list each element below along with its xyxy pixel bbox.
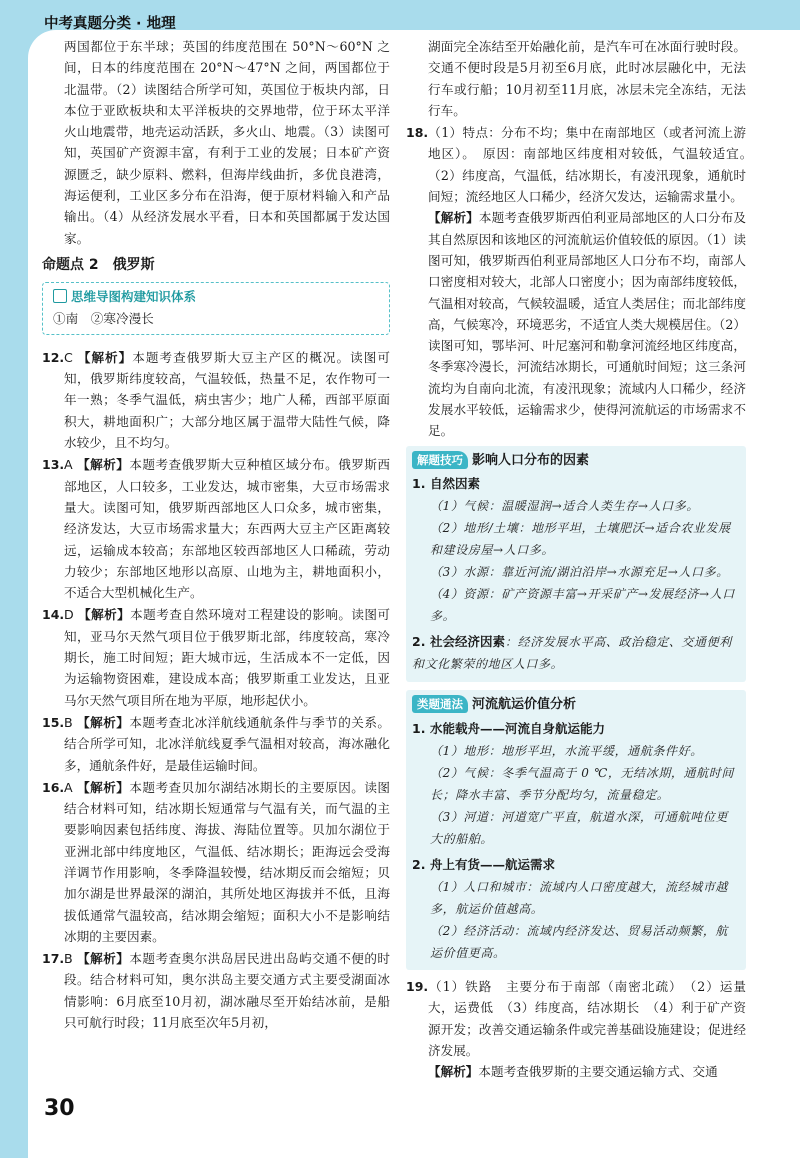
analysis-tag: 【解析】 (77, 714, 130, 730)
answer-letter: B (64, 714, 73, 730)
question-18-analysis (406, 207, 746, 441)
left-column (42, 36, 390, 1033)
analysis-text: 本题考查奥尔洪岛居民进出岛屿交通不便的时段。结合材料可知，奥尔洪岛主要交通方式主要受湖面冰情影响：6月底至10月初，湖冰融尽至开始结冰前，是船只可航行时段；11月底至次年5月初， (64, 951, 391, 1031)
tip-badge: 解题技巧 (412, 451, 468, 469)
analysis-tag: 【解析】 (77, 951, 130, 967)
analysis-text: 本题考查俄罗斯大豆种植区域分布。俄罗斯西部地区，人口较多，工业发达，城市密集，大豆市场需求量大。读图可知，俄罗斯西部地区人口众多，城市密集，经济发达，大豆市场需求量大；东西两大豆主产区距离较远，运输成本较高；东部地区较西部地区人口稀疏，劳动力较少；东部地区地形以高原、山地为主，耕地面积小，不适合大型机械化生产。 (64, 457, 390, 601)
tip-subheading (412, 718, 740, 739)
answer-letter: D (64, 607, 74, 623)
question-18-answer (406, 122, 759, 207)
analysis-text: 本题考查北冰洋航线通航条件与季节的关系。结合所学可知，北冰洋航线夏季气温相对较高，海冰融化多，通航条件好，是最佳运输时间。 (64, 714, 391, 773)
tip-box-population (406, 446, 746, 683)
tip-sub-number: 2. (412, 634, 426, 650)
tip-line: （2）经济活动：流域内经济发达、贸易活动频繁，航运价值更高。 (430, 924, 729, 961)
tip-sub-number: 1. (412, 475, 426, 491)
analysis-tag: 【解析】 (428, 1064, 479, 1080)
mindmap-box (42, 282, 390, 335)
question-14 (42, 604, 390, 710)
question-17 (42, 948, 390, 1033)
tip-inline-text: ：经济发展水平高、政治稳定、交通便利和文化繁荣的地区人口多。 (412, 635, 732, 672)
question-number: 15. (42, 714, 65, 730)
answer-text: （1）特点：分布不均；集中在南部地区（或者河流上游地区）。 原因：南部地区纬度相对较低，气温较适宜。 （2）纬度高，气温低，结冰期长，有凌汛现象，通航时间短；流经地区人口稀少，经济欠发达，运输需求量小。 (428, 125, 759, 205)
question-19-analysis (406, 1061, 746, 1082)
tip-sub-number: 1. (412, 720, 426, 736)
tip-sub-title: 社会经济因素 (430, 634, 506, 650)
intro-paragraph: 两国都位于东半球；英国的纬度范围在 50°N～60°N 之间，日本的纬度范围在 20°N～47°N 之间，两国都位于北温带。（2）读图结合所学可知，英国位于板块内部，日本位于亚欧板块和太平洋板块的交界地带，位于环太平洋火山地震带，地壳运动活跃，多火山、地震。（3）读图可知，英国矿产资源丰富，有利于工业的发展；日本矿产资源匮乏，缺少原料、燃料，但海岸线曲折，多优良港湾，海运便利，工业区多分布在沿海，便于原材料输入和产品输出。（4）从经济发展水平看，日本和英国都属于发达国家。 (64, 39, 390, 246)
tip-sub-title: 舟上有货——航运需求 (430, 856, 556, 872)
analysis-text: 本题考查俄罗斯大豆主产区的概况。读图可知，俄罗斯纬度较高，气温较低，热量不足，农作物可一年一熟；冬季气温低，病虫害少；地广人稀，西部平原面积大，耕地面积广；大部分地区属于温带大陆性气候，降水较少，且不均匀。 (64, 349, 390, 451)
tip-title: 影响人口分布的因素 (472, 452, 590, 468)
mindmap-title-text: 思维导图构建知识体系 (71, 289, 197, 305)
question-number: 12. (42, 349, 65, 365)
question-12 (42, 347, 390, 453)
analysis-tag: 【解析】 (77, 779, 130, 795)
analysis-text: 本题考查自然环境对工程建设的影响。读图可知，亚马尔天然气项目位于俄罗斯北部，纬度较高，寒冷期长，施工时间短；距大城市远，生活成本不一定低，因为运输物资困难，建设成本高；俄罗斯重工业发达，且亚马尔天然气项目所在地为平原，地形起伏小。 (64, 607, 390, 708)
answer-letter: C (64, 349, 73, 365)
tip-line: （2）地形/土壤：地形平坦，土壤肥沃→适合农业发展和建设房屋→人口多。 (430, 521, 731, 558)
analysis-text: 本题考查贝加尔湖结冰期长的主要原因。读图结合材料可知，结冰期长短通常与气温有关，而气温的主要影响因素包括纬度、海拔、海陆位置等。贝加尔湖位于亚洲北部中纬度地区，气温低、结冰期长；距海远会受海洋调节作用影响，冬季降温较慢，结冰期反而会缩短；贝加尔湖是世界最深的湖泊，其所处地区海拔并不低，且海拔低通常气温较高，结冰期会缩短；面积大小不是影响结冰期的主要因素。 (64, 779, 390, 944)
question-number: 18. (406, 125, 429, 141)
question-number: 14. (42, 607, 65, 623)
question-number: 19. (406, 979, 429, 995)
analysis-tag: 【解析】 (77, 349, 133, 365)
page-number: 30 (44, 1096, 75, 1121)
tip-line: （3）河道：河道宽广平直，航道水深，可通航吨位更大的船舶。 (430, 809, 729, 846)
question-16 (42, 777, 390, 947)
tip-header (412, 450, 740, 471)
tip-subheading (412, 631, 740, 675)
tip-sub-number: 2. (412, 856, 426, 872)
mindmap-icon (53, 289, 67, 303)
question-17-continued: 湖面完全冻结至开始融化前，是汽车可在冰面行驶时段。交通不便时段是5月初至6月底，此时冰层融化中，无法行车或行船；10月初至11月底，冰层未完全冻结，无法行车。 (428, 39, 746, 118)
answer-letter: A (64, 779, 73, 795)
section-title: 命题点 2 俄罗斯 (42, 256, 155, 273)
question-number: 16. (42, 779, 65, 795)
tip-line: （1）人口和城市：流域内人口密度越大，流经城市越多，航运价值越高。 (430, 880, 729, 917)
analysis-tag: 【解析】 (77, 457, 130, 473)
answer-letter: B (64, 951, 73, 967)
analysis-tag: 【解析】 (78, 607, 131, 623)
mindmap-content: ①南 ②寒冷漫长 (53, 310, 154, 326)
page-header-title: 中考真题分类 · 地理 (44, 16, 176, 32)
tip-line: （3）水源：靠近河流/湖泊沿岸→水源充足→人口多。 (430, 565, 729, 580)
tip-sub-title: 水能载舟——河流自身航运能力 (430, 720, 606, 736)
right-column (406, 36, 759, 1083)
question-19-answer (406, 976, 746, 1061)
mindmap-title (53, 286, 379, 307)
analysis-text: 本题考查俄罗斯西伯利亚局部地区的人口分布及其自然原因和该地区的河流航运价值较低的原因。（1）读图可知，俄罗斯西伯利亚局部地区人口分布不均，南部人口密度相对较大，北部人口密度小；因为南部纬度较低，气温相对较高，气候较温暖，适宜人类居住；而北部纬度高，气候寒冷，环境恶劣，不适宜人类大规模居住。（2）读图可知，鄂毕河、叶尼塞河和勒拿河流经地区纬度高，冬季寒冷漫长，河流结冰期长，可通航时间短；这三条河流均为自南向北流，有凌汛现象；流域内人口稀少，经济发展水平较低，运输需求少，使得河流航运的市场需求不足。 (428, 210, 747, 439)
tip-line: （1）地形：地形平坦，水流平缓，通航条件好。 (430, 743, 703, 758)
answer-text: （1）铁路 主要分布于南部（南密北疏） （2）运量大，运费低 （3）纬度高，结冰期长 （4）利于矿产资源开发；改善交通运输条件或完善基础设施建设；促进经济发展。 (428, 979, 746, 1059)
tip-line: （2）气候：冬季气温高于 0 ℃，无结冰期，通航时间长；降水丰富、季节分配均匀，流量稳定。 (430, 765, 734, 802)
tip-subheading (412, 854, 740, 875)
tip-badge: 类题通法 (412, 695, 468, 713)
tip-header (412, 694, 740, 715)
question-number: 17. (42, 951, 65, 967)
question-13 (42, 454, 390, 603)
tip-subheading (412, 473, 740, 494)
question-15 (42, 712, 390, 776)
analysis-tag: 【解析】 (428, 210, 479, 226)
analysis-text: 本题考查俄罗斯的主要交通运输方式、交通 (478, 1064, 718, 1080)
tip-line: （4）资源：矿产资源丰富→开采矿产→发展经济→人口多。 (430, 587, 735, 624)
tip-line: （1）气候：温暖湿润→适合人类生存→人口多。 (430, 499, 699, 514)
question-number: 13. (42, 457, 65, 473)
tip-box-navigation (406, 690, 746, 970)
tip-sub-title: 自然因素 (430, 475, 481, 491)
tip-title: 河流航运价值分析 (472, 697, 577, 713)
answer-letter: A (64, 457, 73, 473)
